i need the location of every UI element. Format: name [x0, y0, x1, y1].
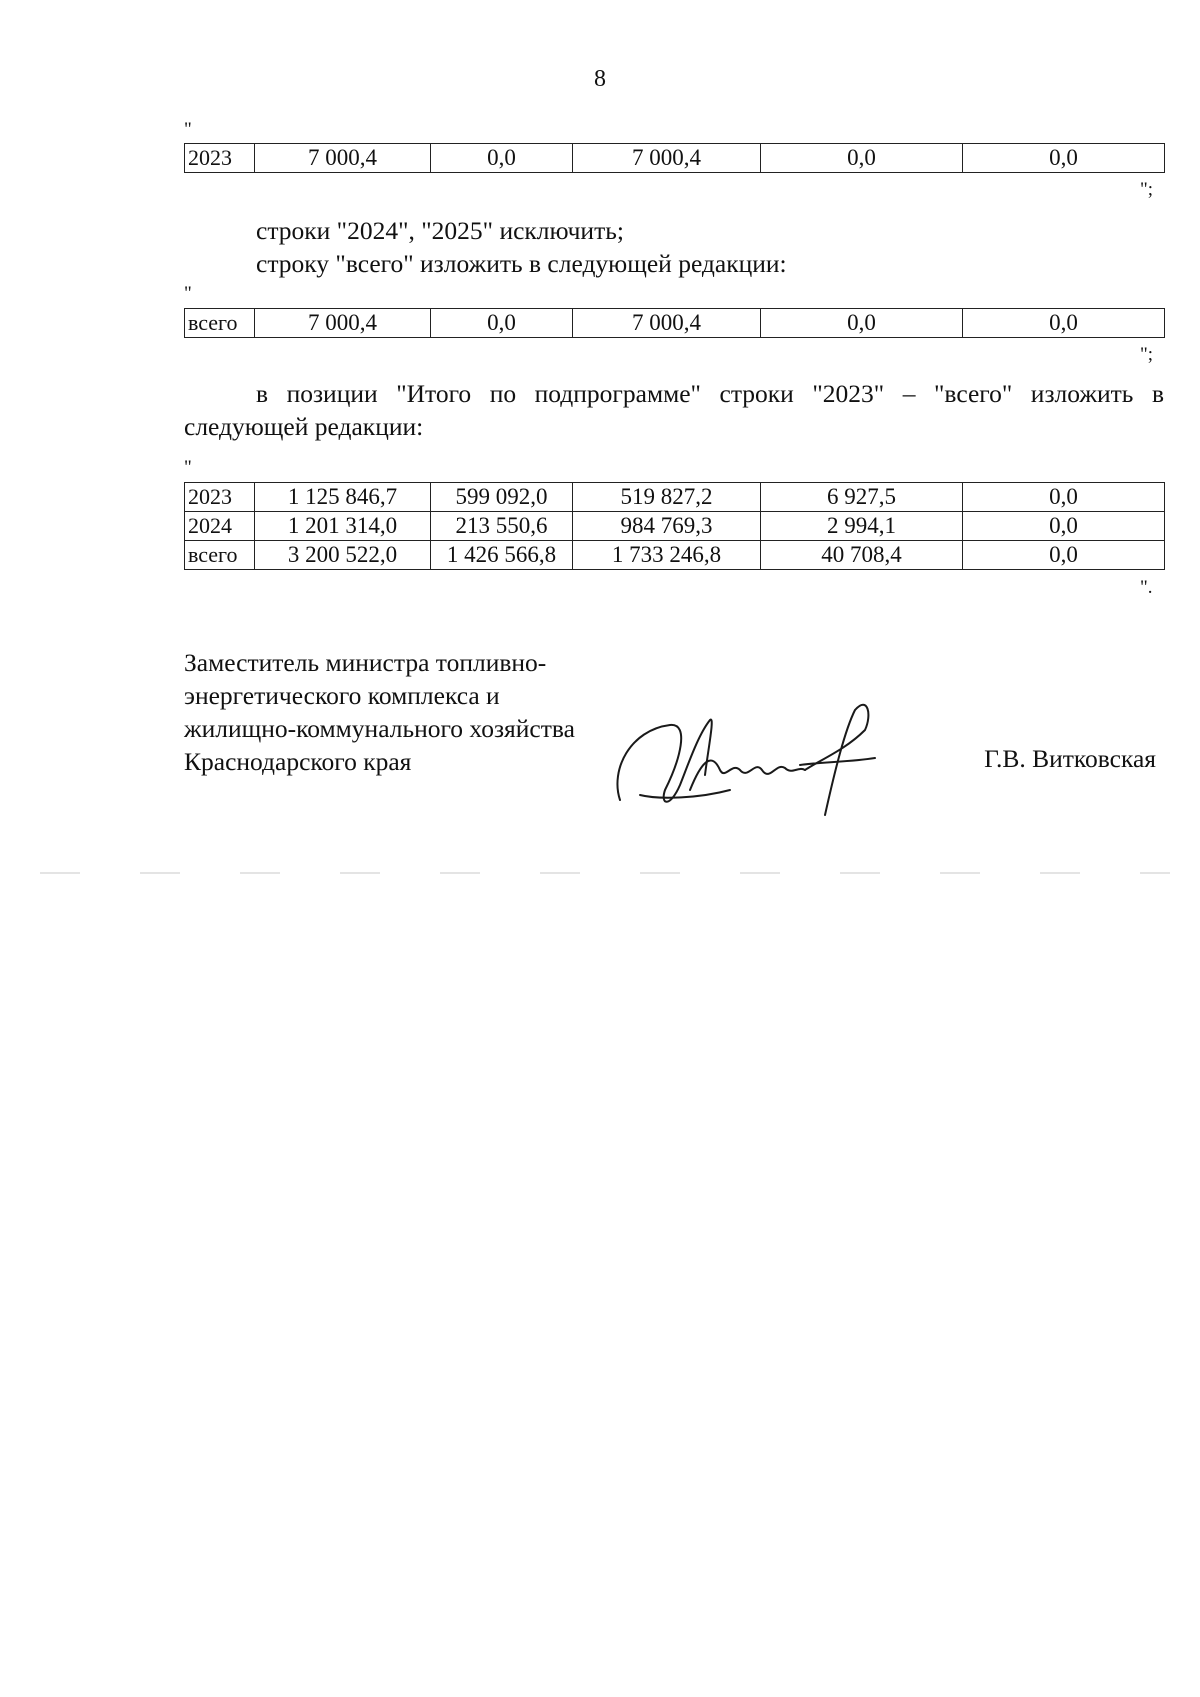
value-cell: 0,0 [963, 144, 1165, 173]
value-cell: 40 708,4 [761, 541, 963, 570]
value-cell: 2 994,1 [761, 512, 963, 541]
value-cell: 0,0 [963, 483, 1165, 512]
value-cell: 0,0 [963, 512, 1165, 541]
position-line: Заместитель министра топливно- [184, 648, 547, 677]
table-row [185, 541, 1165, 570]
close-quote: "; [1140, 179, 1154, 200]
amendment-table-total [184, 308, 1165, 338]
handwritten-signature [610, 690, 900, 830]
close-quote: "; [1140, 344, 1154, 365]
value-cell: 1 733 246,8 [573, 541, 761, 570]
table-body [185, 144, 1165, 173]
value-cell: 0,0 [431, 309, 573, 338]
table-body [185, 483, 1165, 570]
instruction-subprogram-total: в позиции "Итого по подпрограмме" строки "2023" – "всего" изложить в следующей редакции: [184, 379, 1164, 441]
page-number: 8 [594, 66, 606, 92]
open-quote: " [184, 119, 192, 140]
value-cell: 1 125 846,7 [255, 483, 431, 512]
signer-position [184, 646, 575, 778]
scan-artifact-line [40, 872, 1170, 874]
value-cell: 519 827,2 [573, 483, 761, 512]
row-label-cell: 2024 [185, 512, 255, 541]
value-cell: 1 201 314,0 [255, 512, 431, 541]
row-label-cell: всего [185, 541, 255, 570]
row-label-cell: 2023 [185, 483, 255, 512]
amendment-table-subprogram [184, 482, 1165, 570]
value-cell: 984 769,3 [573, 512, 761, 541]
signer-name: Г.В. Витковская [984, 744, 1156, 773]
table-row [185, 512, 1165, 541]
instruction-total-row: строку "всего" изложить в следующей редакции: [256, 249, 787, 278]
value-cell: 1 426 566,8 [431, 541, 573, 570]
row-label-cell: 2023 [185, 144, 255, 173]
value-cell: 0,0 [963, 541, 1165, 570]
position-line: Краснодарского края [184, 747, 412, 776]
instruction-exclude-rows: строки "2024", "2025" исключить; [256, 216, 624, 245]
open-quote: " [184, 457, 192, 478]
value-cell: 0,0 [761, 309, 963, 338]
value-cell: 0,0 [963, 309, 1165, 338]
value-cell: 213 550,6 [431, 512, 573, 541]
value-cell: 0,0 [761, 144, 963, 173]
open-quote: " [184, 283, 192, 304]
table-body [185, 309, 1165, 338]
position-line: жилищно-коммунального хозяйства [184, 714, 575, 743]
value-cell: 599 092,0 [431, 483, 573, 512]
table-row [185, 144, 1165, 173]
value-cell: 0,0 [431, 144, 573, 173]
value-cell: 7 000,4 [255, 309, 431, 338]
table-row [185, 309, 1165, 338]
value-cell: 6 927,5 [761, 483, 963, 512]
value-cell: 7 000,4 [573, 144, 761, 173]
value-cell: 7 000,4 [573, 309, 761, 338]
row-label-cell: всего [185, 309, 255, 338]
value-cell: 7 000,4 [255, 144, 431, 173]
table-row [185, 483, 1165, 512]
position-line: энергетического комплекса и [184, 681, 500, 710]
close-quote: ". [1140, 577, 1153, 598]
amendment-table-2023 [184, 143, 1165, 173]
value-cell: 3 200 522,0 [255, 541, 431, 570]
